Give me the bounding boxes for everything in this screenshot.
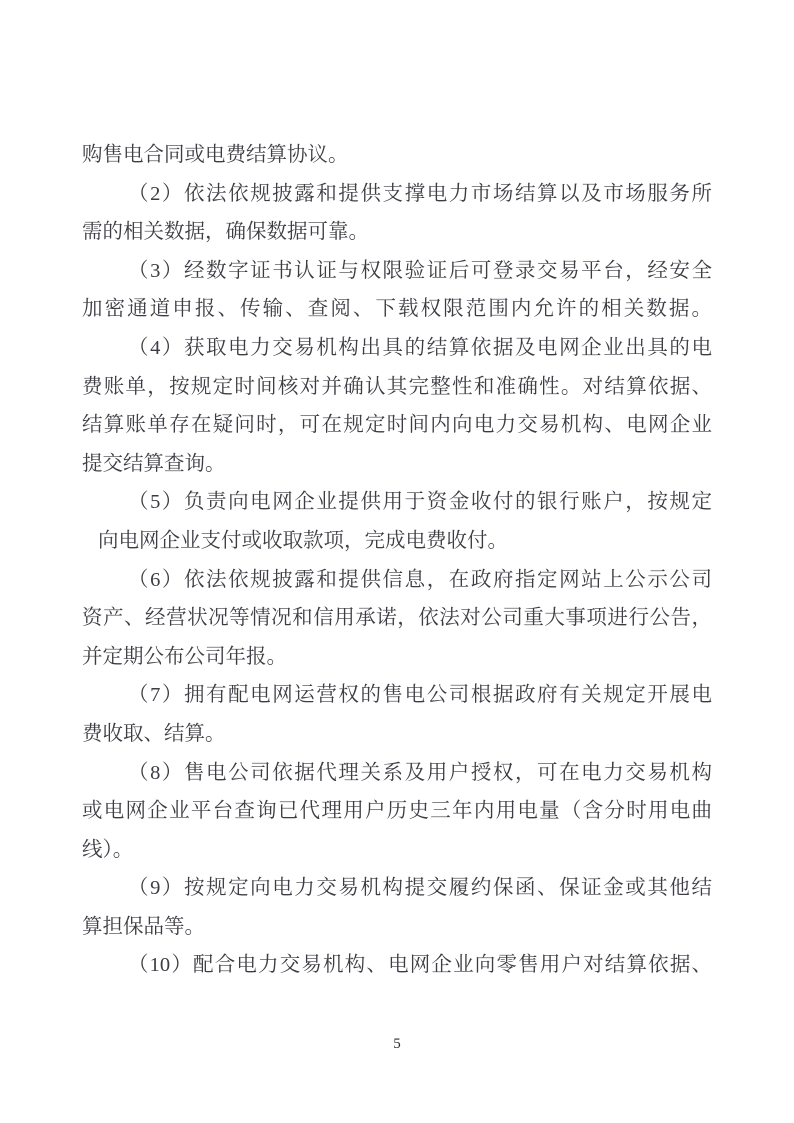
paragraph: [82, 676, 712, 753]
paragraph: [82, 946, 712, 985]
text-line: 提交结算查询。: [82, 452, 226, 475]
text-line: （7）拥有配电网运营权的售电公司根据政府有关规定开展电: [128, 684, 712, 707]
text-line: （8）售电公司依据代理关系及用户授权，可在电力交易机构: [128, 761, 712, 784]
text-line: 费收取、结算。: [82, 722, 226, 745]
text-line: 算担保品等。: [82, 915, 205, 938]
paragraph: [82, 754, 712, 870]
text-line: （9）按规定向电力交易机构提交履约保函、保证金或其他结: [128, 877, 712, 900]
text-line: 需的相关数据，确保数据可靠。: [82, 221, 369, 244]
text-line: （5）负责向电网企业提供用于资金收付的银行账户，按规定: [128, 491, 712, 514]
paragraph: [82, 252, 712, 329]
page-number: 5: [393, 1036, 401, 1052]
text-line: 线）。: [82, 838, 134, 861]
text-line: 并定期公布公司年报。: [82, 645, 287, 668]
text-line: 结算账单存在疑问时，可在规定时间内向电力交易机构、电网企业: [82, 414, 712, 437]
text-line: （6）依法依规披露和提供信息，在政府指定网站上公示公司: [128, 568, 712, 591]
text-line: （3）经数字证书认证与权限验证后可登录交易平台，经安全: [128, 259, 712, 282]
paragraph: [82, 136, 712, 175]
text-line: 购售电合同或电费结算协议。: [82, 144, 349, 166]
text-line: 向电网企业支付或收取款项，完成电费收付。: [98, 529, 508, 552]
text-line: 资产、经营状况等情况和信用承诺，依法对公司重大事项进行公告，: [82, 607, 712, 630]
paragraph: [82, 483, 712, 560]
paragraph: [82, 175, 712, 252]
paragraph: [82, 561, 712, 677]
paragraph: [82, 329, 712, 483]
text-line: （2）依法依规披露和提供支撑电力市场结算以及市场服务所: [128, 182, 712, 205]
text-line: 或电网企业平台查询已代理用户历史三年内用电量（含分时用电曲: [82, 800, 712, 823]
document-body: [82, 136, 712, 985]
page-footer: [0, 1034, 794, 1054]
text-line: 费账单，按规定时间核对并确认其完整性和准确性。对结算依据、: [82, 375, 712, 398]
paragraph: [82, 869, 712, 946]
text-line: （4）获取电力交易机构出具的结算依据及电网企业出具的电: [128, 336, 712, 359]
text-line: 加密通道申报、传输、查阅、下载权限范围内允许的相关数据。: [82, 298, 712, 321]
text-line: （10）配合电力交易机构、电网企业向零售用户对结算依据、: [128, 954, 712, 977]
